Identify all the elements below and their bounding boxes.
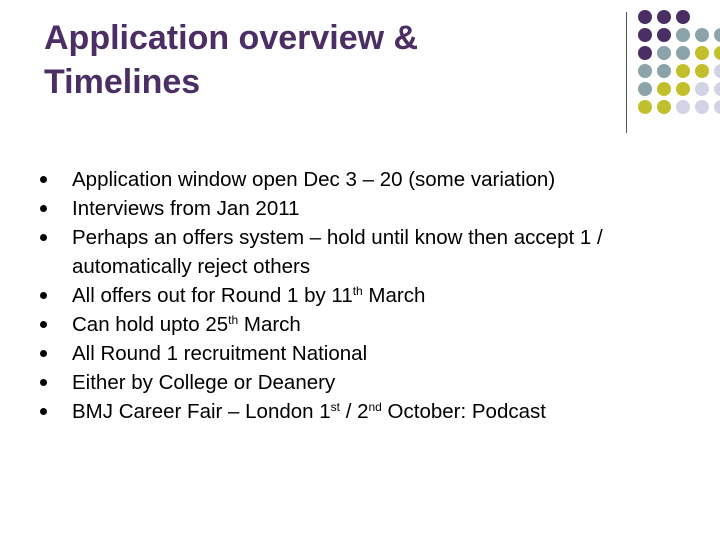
ordinal-suffix: th [228, 312, 239, 327]
bullet-dot-icon [40, 408, 47, 415]
bullet-text: Interviews from Jan 2011 [72, 197, 300, 220]
bullet-item [40, 194, 700, 223]
decorative-dot [638, 82, 652, 96]
bullet-item [40, 281, 700, 310]
bullet-text: Either by College or Deanery [72, 371, 336, 394]
ordinal-suffix: st [330, 399, 340, 414]
decorative-dot [676, 46, 690, 60]
bullet-dot-icon [40, 292, 47, 299]
bullet-dot-icon [40, 379, 47, 386]
decorative-dot [695, 28, 709, 42]
bullet-text-cont: October: Podcast [381, 400, 546, 423]
decorative-dot [695, 82, 709, 96]
bullet-text: All Round 1 recruitment National [72, 342, 368, 365]
bullet-item [40, 368, 700, 397]
decorative-divider [626, 12, 627, 133]
bullet-item [40, 310, 700, 339]
slide-title [44, 16, 418, 104]
decorative-dot [657, 10, 671, 24]
decorative-dot [657, 82, 671, 96]
decorative-dot-grid [632, 10, 720, 122]
bullet-item [40, 165, 700, 194]
bullet-dot-icon [40, 350, 47, 357]
decorative-dot [657, 46, 671, 60]
decorative-dot [695, 100, 709, 114]
decorative-dot [676, 64, 690, 78]
ordinal-suffix: th [352, 283, 363, 298]
bullet-dot-icon [40, 234, 47, 241]
bullet-list [40, 165, 700, 426]
decorative-dot [695, 46, 709, 60]
bullet-text: BMJ Career Fair – London 1 [72, 400, 331, 423]
bullet-text-cont: / 2 [340, 400, 369, 423]
decorative-dot [638, 10, 652, 24]
decorative-dot [638, 100, 652, 114]
decorative-dot [714, 46, 720, 60]
bullet-text: All offers out for Round 1 by 11 [72, 284, 353, 307]
bullet-item [40, 339, 700, 368]
bullet-item [40, 397, 700, 426]
decorative-dot [657, 28, 671, 42]
slide-title-line-2: Timelines [44, 63, 201, 101]
bullet-text: Application window open Dec 3 – 20 (some variation) [72, 168, 556, 191]
bullet-dot-icon [40, 176, 47, 183]
decorative-dot [695, 64, 709, 78]
bullet-dot-icon [40, 321, 47, 328]
ordinal-suffix: nd [368, 399, 382, 414]
bullet-dot-icon [40, 205, 47, 212]
decorative-dot [676, 100, 690, 114]
bullet-text-cont: March [362, 284, 426, 307]
bullet-text: Perhaps an offers system – hold until know then accept 1 / automatically reject others [72, 226, 603, 278]
decorative-dot [714, 82, 720, 96]
decorative-dot [714, 28, 720, 42]
decorative-dot [638, 64, 652, 78]
decorative-dot [657, 64, 671, 78]
decorative-dot [714, 64, 720, 78]
bullet-item [40, 223, 700, 281]
bullet-text: Can hold upto 25 [72, 313, 229, 336]
decorative-dot [676, 82, 690, 96]
decorative-dot [638, 28, 652, 42]
decorative-dot [676, 28, 690, 42]
decorative-dot [714, 100, 720, 114]
decorative-dot [638, 46, 652, 60]
decorative-dot [676, 10, 690, 24]
decorative-dot [657, 100, 671, 114]
bullet-text-cont: March [238, 313, 301, 336]
slide-title-line-1: Application overview & [44, 19, 419, 57]
